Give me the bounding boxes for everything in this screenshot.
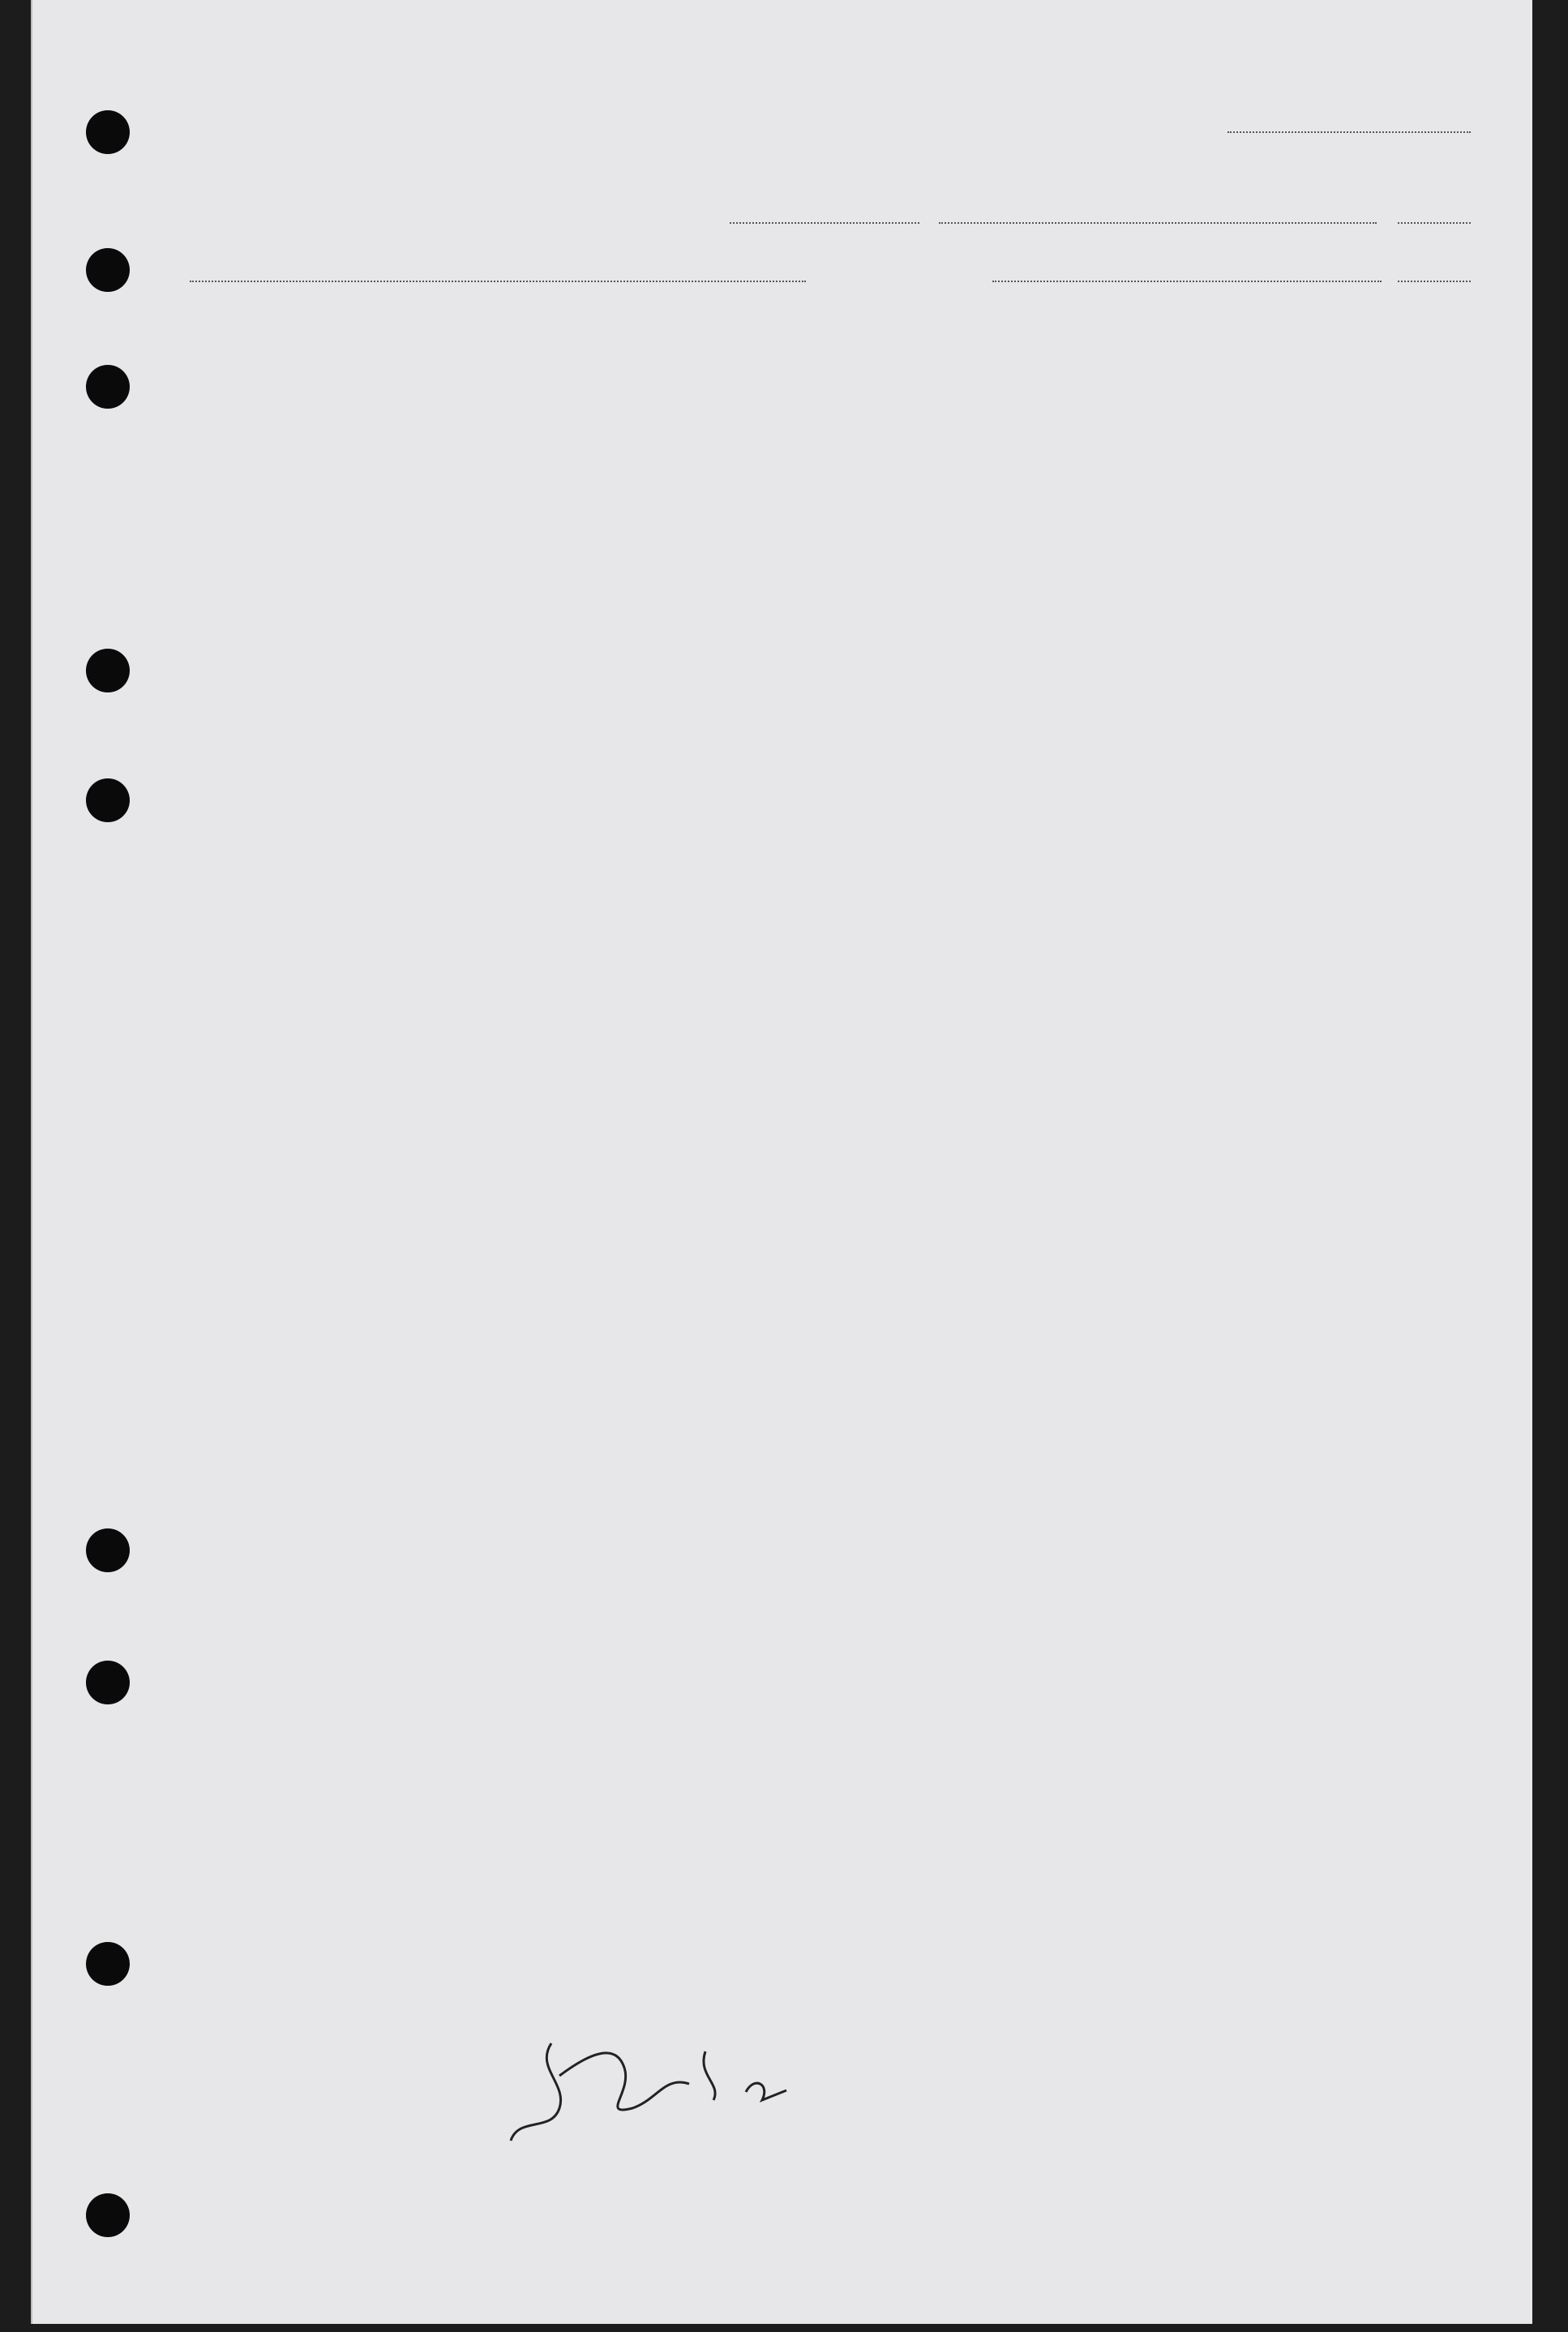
signature [503,1995,843,2165]
